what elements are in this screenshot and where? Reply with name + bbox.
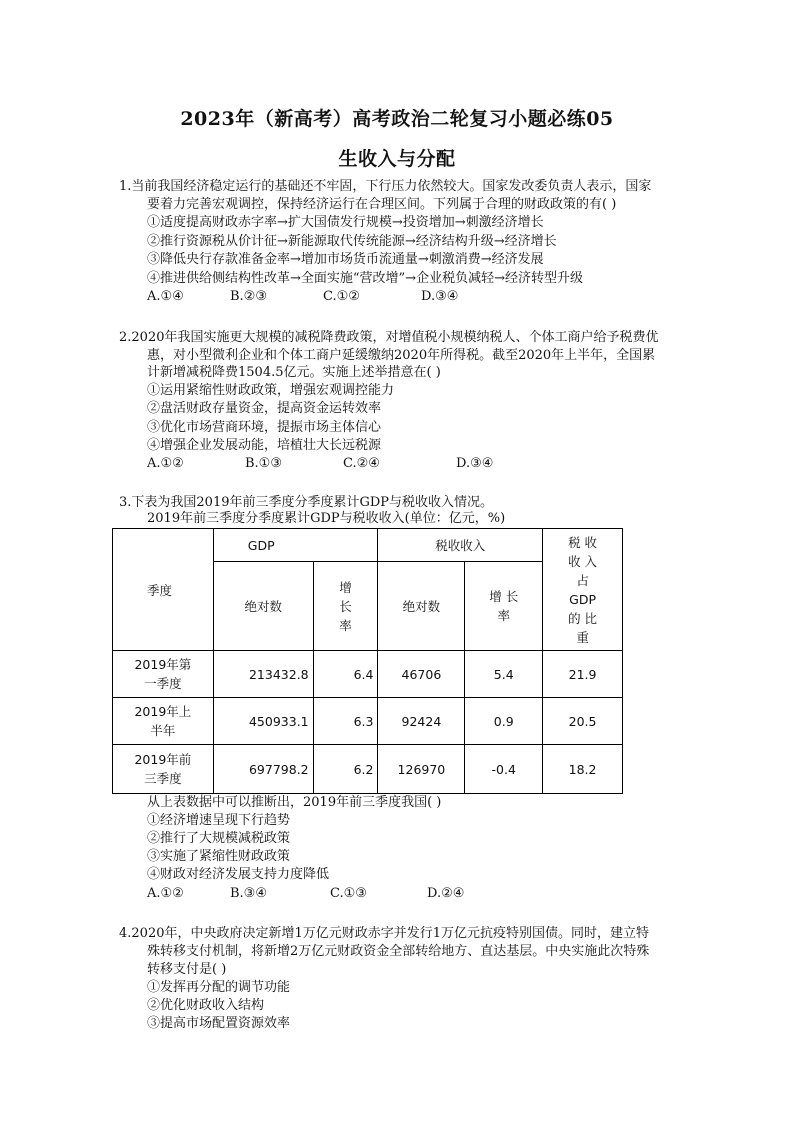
cell-tax: 126970 [378, 745, 465, 794]
cell-tax-growth: 5.4 [465, 651, 543, 698]
q4-stem-line2: 殊转移支付机制，将新增2万亿元财政资金全部转给地方、直达基层。中央实施此次特殊 [147, 944, 650, 959]
q4-stem-line3: 转移支付是( ) [147, 962, 227, 977]
q2-stem-line3: 计新增减税降费1504.5亿元。实施上述举措意在( ) [147, 365, 441, 380]
header-tax-gdp-ratio [543, 529, 623, 651]
cell-season [113, 745, 214, 794]
cell-tax-growth: 0.9 [465, 698, 543, 745]
q1-stem-line1: 1.当前我国经济稳定运行的基础还不牢固，下行压力依然较大。国家发改委负责人表示，国家 [119, 179, 652, 194]
q3-table-caption: 2019年前三季度分季度累计GDP与税收收入(单位：亿元，%) [147, 511, 506, 526]
header-season: 季度 [113, 529, 214, 651]
header-gdp-absolute: 绝对数 [213, 562, 313, 651]
q3-option-c: C.①③ [330, 886, 367, 901]
header-ratio-line: 占 [576, 572, 589, 588]
q3-stem-line1: 3.下表为我国2019年前三季度分季度累计GDP与税收收入情况。 [119, 495, 494, 510]
season-line: 2019年第 [134, 657, 192, 672]
q3-item-2: ②推行了大规模减税政策 [147, 831, 291, 846]
header-ratio-line: 税 收 [568, 534, 598, 550]
table-row [113, 698, 623, 745]
q2-item-4: ④增强企业发展动能，培植壮大长远税源 [147, 438, 382, 453]
season-line: 2019年上 [134, 704, 192, 719]
cell-gdp: 697798.2 [213, 745, 313, 794]
q1-item-1: ①适度提高财政赤字率→扩大国债发行规模→投资增加→刺激经济增长 [147, 215, 544, 230]
header-ratio-line: 重 [576, 629, 589, 645]
cell-tax: 46706 [378, 651, 465, 698]
header-tax-absolute: 绝对数 [378, 562, 465, 651]
q1-item-2: ②推行资源税从价计征→新能源取代传统能源→经济结构升级→经济增长 [147, 234, 557, 249]
cell-gdp-growth: 6.2 [313, 745, 378, 794]
header-ratio-line: 的 比 [568, 610, 598, 626]
cell-ratio: 18.2 [543, 745, 623, 794]
q2-item-2: ②盘活财政存量资金，提高资金运转效率 [147, 401, 382, 416]
q3-option-a: A.①② [147, 886, 184, 901]
q2-option-d: D.③④ [456, 456, 494, 471]
page-title-line2: 生收入与分配 [338, 148, 456, 170]
q1-option-a: A.①④ [147, 289, 184, 304]
header-gdp: GDP [213, 529, 378, 562]
q2-item-3: ③优化市场营商环境，提振市场主体信心 [147, 420, 382, 435]
cell-tax-growth: -0.4 [465, 745, 543, 794]
cell-gdp: 213432.8 [213, 651, 313, 698]
cell-season [113, 651, 214, 698]
season-line: 2019年前 [134, 752, 192, 767]
cell-gdp-growth: 6.4 [313, 651, 378, 698]
q3-item-4: ④财政对经济发展支持力度降低 [147, 867, 330, 882]
q4-item-2: ②优化财政收入结构 [147, 998, 265, 1013]
q2-option-c: C.②④ [343, 456, 380, 471]
q2-option-a: A.①② [147, 456, 184, 471]
header-ratio-line: GDP [569, 591, 596, 607]
q3-prompt: 从上表数据中可以推断出，2019年前三季度我国( ) [147, 795, 442, 810]
header-tax-revenue: 税收收入 [378, 529, 543, 562]
cell-ratio: 21.9 [543, 651, 623, 698]
q1-option-b: B.②③ [230, 289, 267, 304]
q1-item-4: ④推进供给侧结构性改革→全面实施“营改增”→企业税负减轻→经济转型升级 [147, 271, 583, 286]
q1-stem-line2: 要着力完善宏观调控，保持经济运行在合理区间。下列属于合理的财政政策的有( ) [147, 197, 617, 212]
q2-option-b: B.①③ [245, 456, 282, 471]
cell-tax: 92424 [378, 698, 465, 745]
q3-item-1: ①经济增速呈现下行趋势 [147, 813, 291, 828]
q4-item-3: ③提高市场配置资源效率 [147, 1016, 291, 1031]
season-line: 三季度 [144, 771, 182, 786]
q1-option-d: D.③④ [421, 289, 459, 304]
header-growth-line: 率 [339, 617, 352, 633]
q2-stem-line1: 2.2020年我国实施更大规模的减税降费政策，对增值税小规模纳税人、个体工商户给予税费优 [119, 330, 659, 345]
header-growth-line: 增 [339, 579, 352, 595]
header-growth-line: 率 [497, 608, 510, 623]
season-line: 一季度 [144, 676, 182, 691]
page-title-line1: 2023年（新高考）高考政治二轮复习小题必练05 [180, 108, 614, 130]
header-tax-growth [465, 562, 543, 651]
cell-season [113, 698, 214, 745]
header-growth-line: 长 [339, 598, 352, 614]
cell-ratio: 20.5 [543, 698, 623, 745]
table-row [113, 651, 623, 698]
cell-gdp: 450933.1 [213, 698, 313, 745]
q4-item-1: ①发挥再分配的调节功能 [147, 980, 291, 995]
q1-option-c: C.①② [323, 289, 360, 304]
header-ratio-line: 收 入 [568, 553, 598, 569]
q1-item-3: ③降低央行存款准备金率→增加市场货币流通量→刺激消费→经济发展 [147, 252, 544, 267]
q2-stem-line2: 惠，对小型微利企业和个体工商户延缓缴纳2020年所得税。截至2020年上半年，全国累 [147, 348, 656, 363]
q4-stem-line1: 4.2020年，中央政府决定新增1万亿元财政赤字并发行1万亿元抗疫特别国债。同时，建立特 [119, 926, 650, 941]
season-line: 半年 [150, 723, 176, 738]
header-gdp-growth [313, 562, 378, 651]
table-row [113, 745, 623, 794]
header-growth-line: 增 长 [489, 589, 519, 604]
q3-item-3: ③实施了紧缩性财政政策 [147, 849, 291, 864]
q3-option-d: D.②④ [427, 886, 465, 901]
q3-option-b: B.③④ [230, 886, 267, 901]
gdp-tax-table [112, 528, 623, 794]
cell-gdp-growth: 6.3 [313, 698, 378, 745]
q2-item-1: ①运用紧缩性财政政策，增强宏观调控能力 [147, 383, 395, 398]
